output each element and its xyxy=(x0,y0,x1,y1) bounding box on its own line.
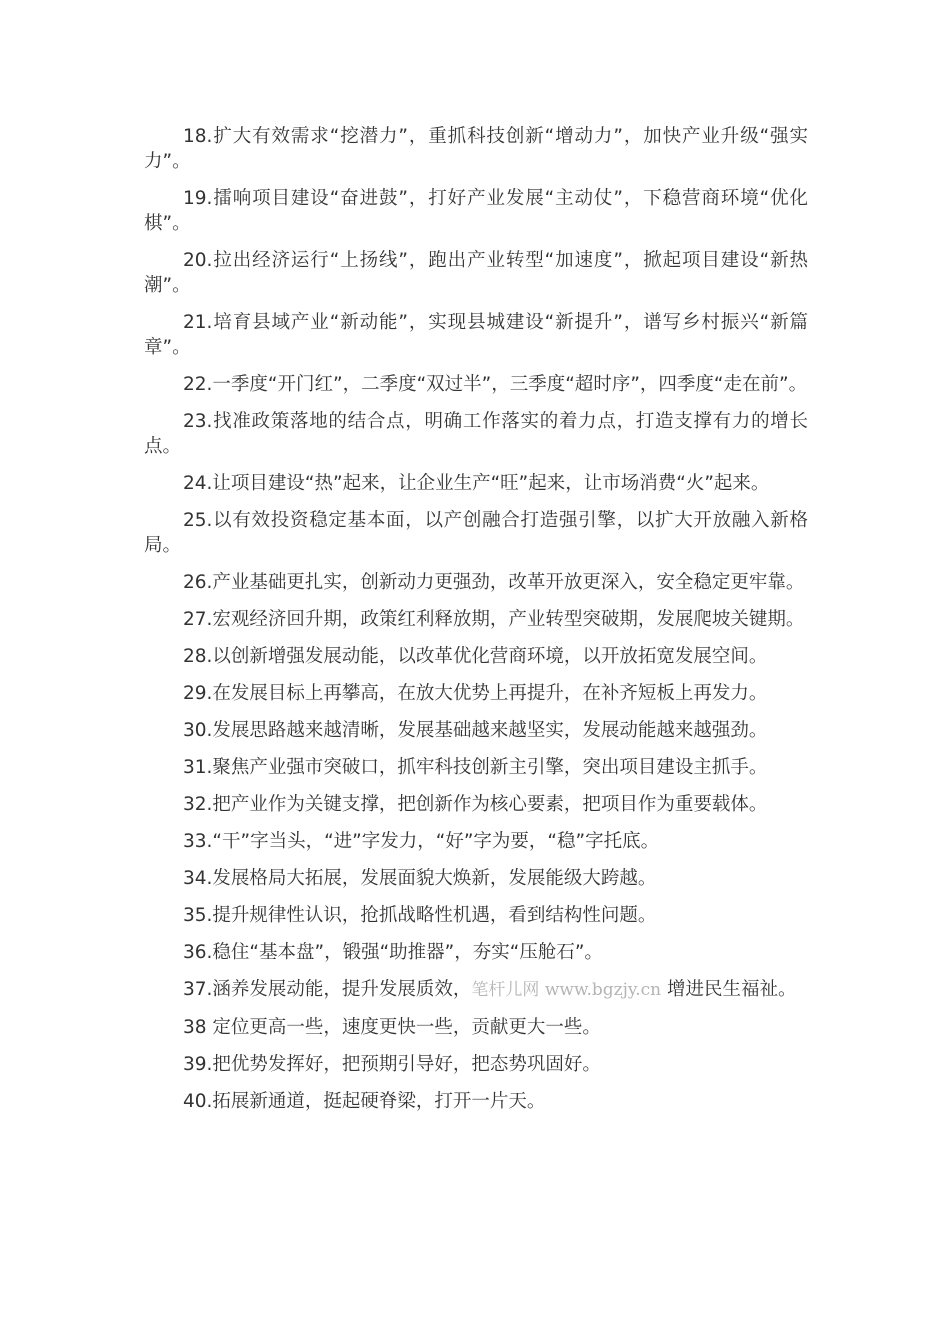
list-item: 25.以有效投资稳定基本面，以产创融合打造强引擎，以扩大开放融入新格局。 xyxy=(144,510,808,556)
list-item: 31.聚焦产业强市突破口，抓牢科技创新主引擎，突出项目建设主抓手。 xyxy=(183,757,768,778)
list-item: 39.把优势发挥好，把预期引导好，把态势巩固好。 xyxy=(183,1054,601,1075)
list-item: 32.把产业作为关键支撑，把创新作为核心要素，把项目作为重要载体。 xyxy=(183,794,768,815)
list-item: 33.“干”字当头，“进”字发力，“好”字为要，“稳”字托底。 xyxy=(183,831,660,852)
list-item: 23.找准政策落地的结合点，明确工作落实的着力点，打造支撑有力的增长点。 xyxy=(144,411,808,457)
list-item: 24.让项目建设“热”起来，让企业生产“旺”起来，让市场消费“火”起来。 xyxy=(183,473,770,494)
list-item: 35.提升规律性认识，抢抓战略性机遇，看到结构性问题。 xyxy=(183,905,657,926)
list-item: 36.稳住“基本盘”，锻强“助推器”，夯实“压舱石”。 xyxy=(183,942,603,963)
watermark: 笔杆儿网 www.bgzjy.cn xyxy=(471,980,662,1000)
list-item xyxy=(144,977,808,1003)
list-item: 28.以创新增强发展动能，以改革优化营商环境，以开放拓宽发展空间。 xyxy=(183,646,768,667)
list-item: 22.一季度“开门红”，二季度“双过半”，三季度“超时序”，四季度“走在前”。 xyxy=(183,374,808,395)
list-item: 34.发展格局大拓展，发展面貌大焕新，发展能级大跨越。 xyxy=(183,868,657,889)
list-item: 18.扩大有效需求“挖潜力”，重抓科技创新“增动力”，加快产业升级“强实力”。 xyxy=(144,126,808,172)
item-text: 37.涵养发展动能，提升发展质效， xyxy=(183,979,472,1000)
list-item: 21.培育县域产业“新动能”，实现县城建设“新提升”，谱写乡村振兴“新篇章”。 xyxy=(144,312,808,358)
list-item: 20.拉出经济运行“上扬线”，跑出产业转型“加速度”，掀起项目建设“新热潮”。 xyxy=(144,250,808,296)
list-item: 40.拓展新通道，挺起硬脊梁，打开一片天。 xyxy=(183,1091,546,1112)
list-item: 38 定位更高一些，速度更快一些，贡献更大一些。 xyxy=(183,1017,601,1038)
list-item: 27.宏观经济回升期，政策红利释放期，产业转型突破期，发展爬坡关键期。 xyxy=(183,609,805,630)
list-item: 30.发展思路越来越清晰，发展基础越来越坚实，发展动能越来越强劲。 xyxy=(183,720,768,741)
list-item: 29.在发展目标上再攀高，在放大优势上再提升，在补齐短板上再发力。 xyxy=(183,683,768,704)
list-item: 19.擂响项目建设“奋进鼓”，打好产业发展“主动仗”，下稳营商环境“优化棋”。 xyxy=(144,188,808,234)
item-text: 增进民生福祉。 xyxy=(661,979,797,1000)
list-item: 26.产业基础更扎实，创新动力更强劲，改革开放更深入，安全稳定更牢靠。 xyxy=(183,572,805,593)
document-body xyxy=(144,124,808,1126)
